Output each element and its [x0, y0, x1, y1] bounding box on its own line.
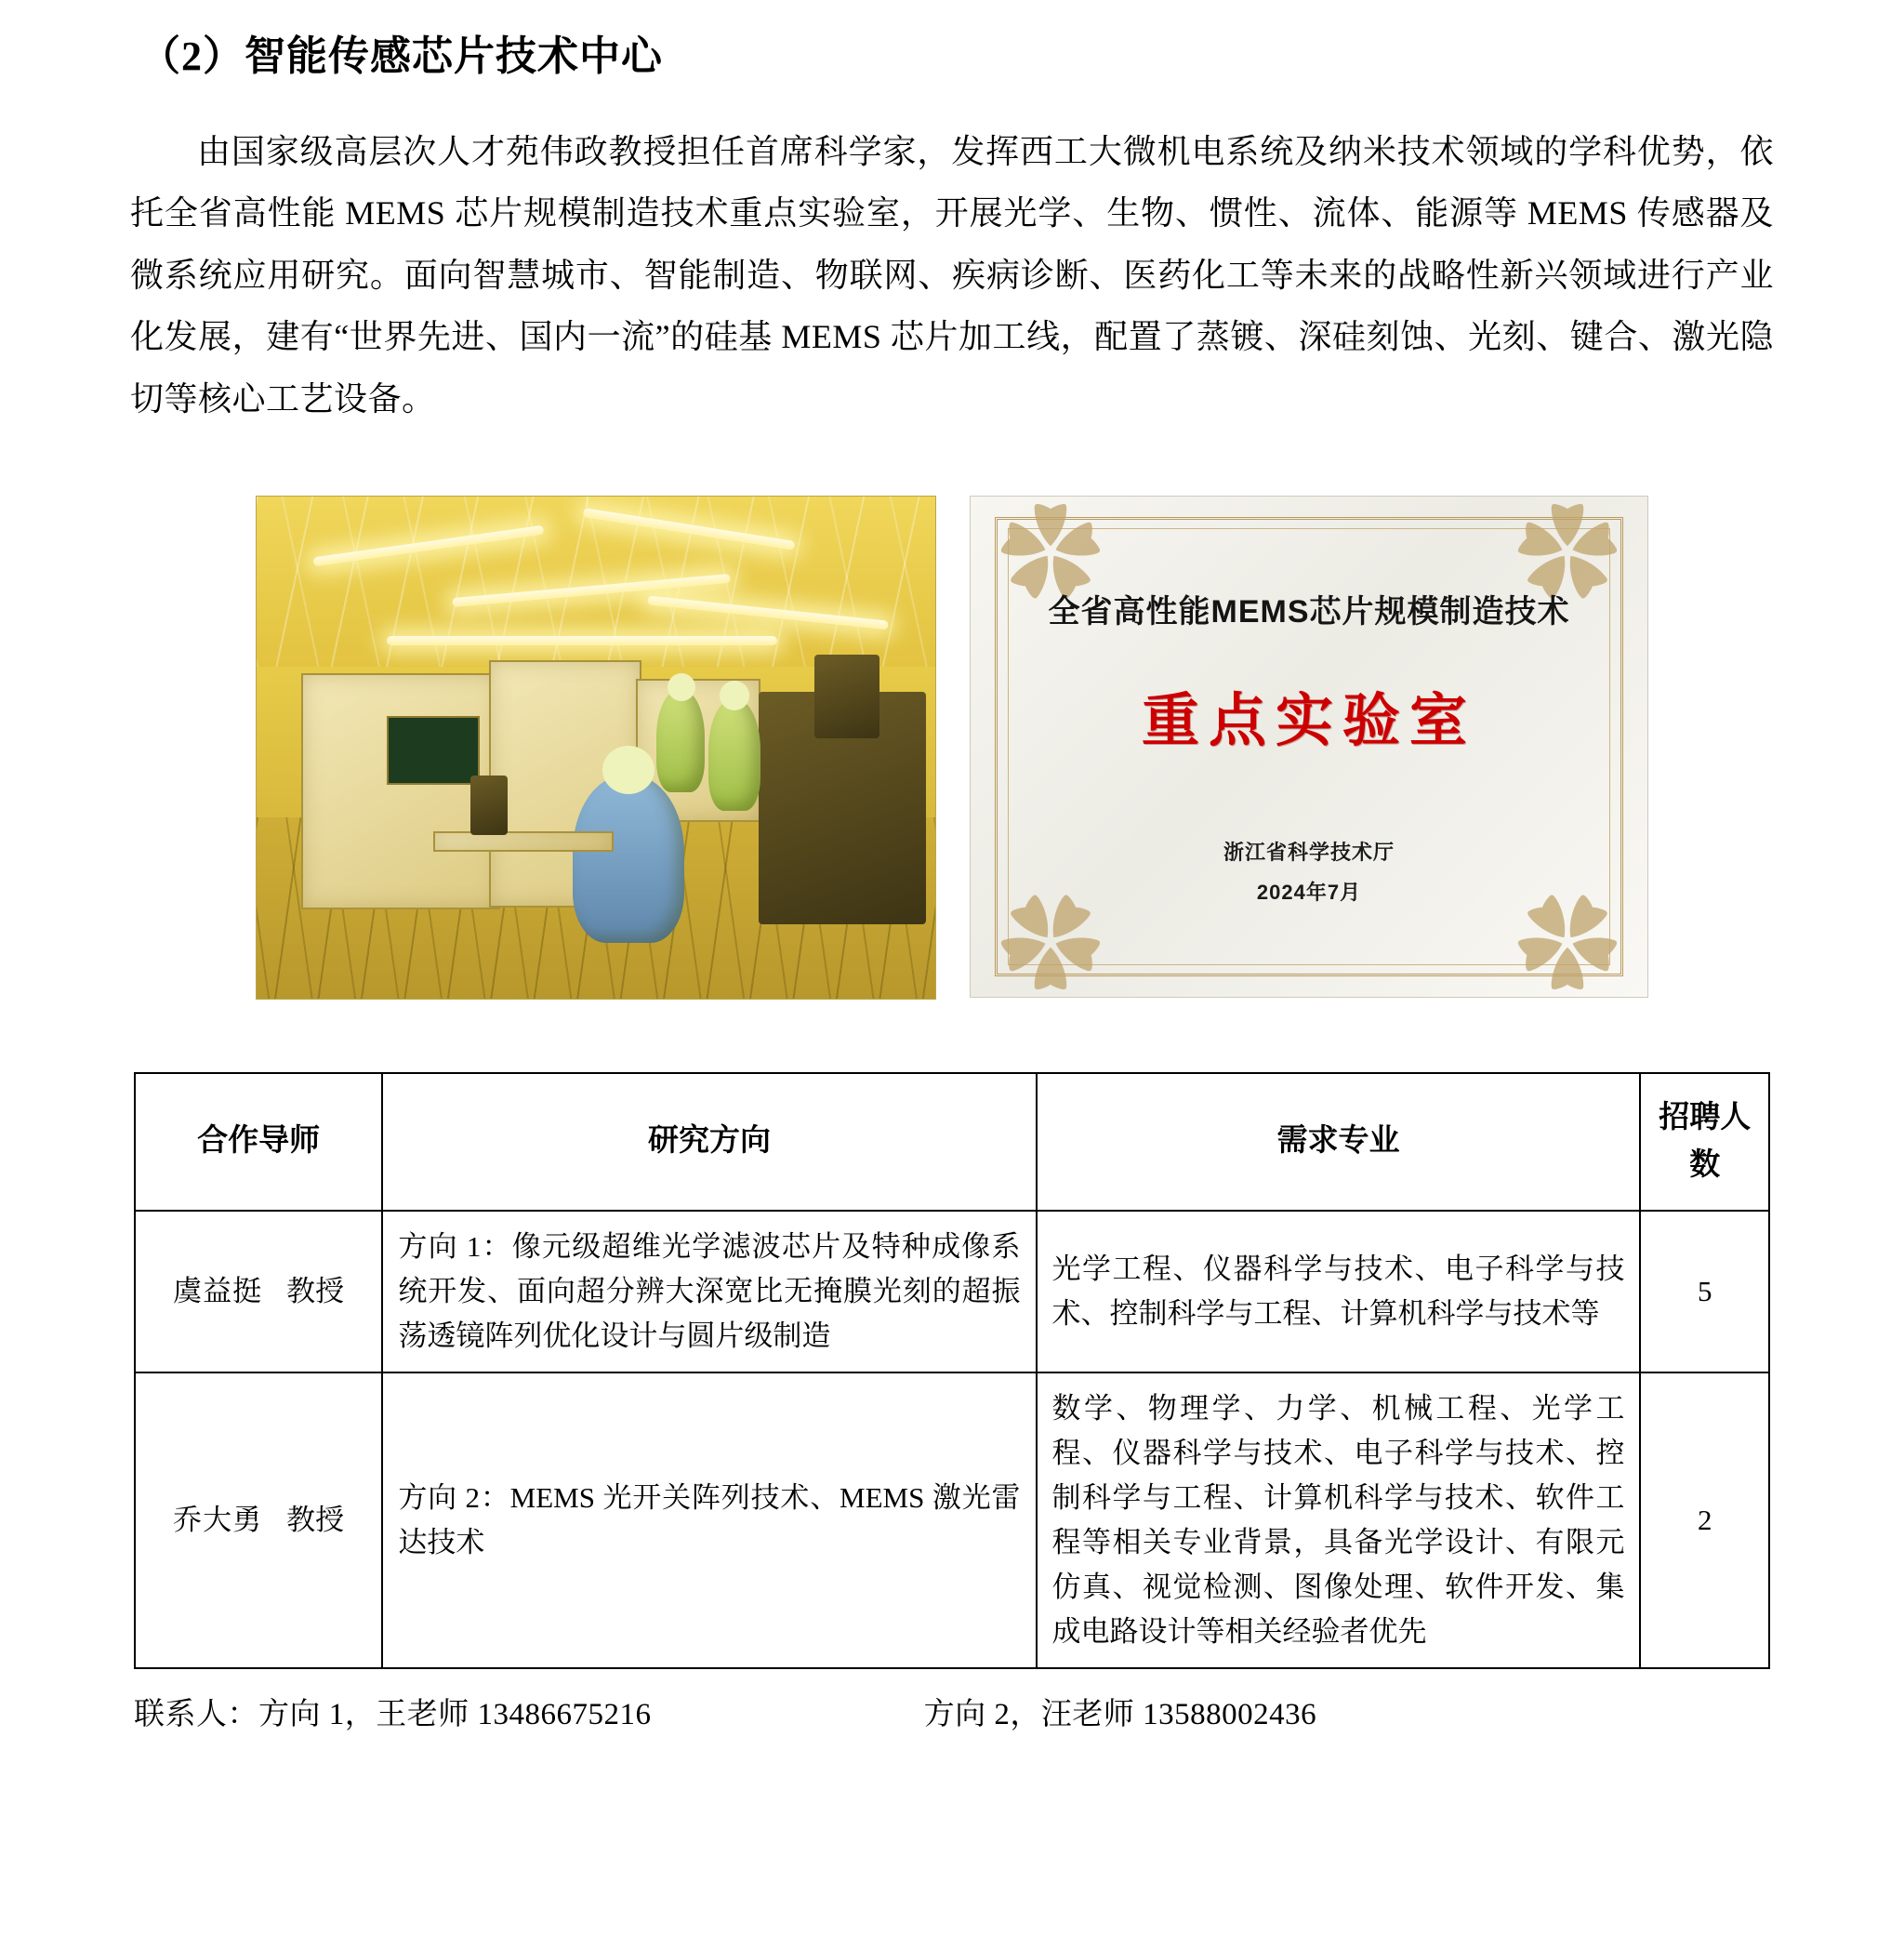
photo-person — [708, 699, 760, 811]
photo-person-head — [668, 673, 695, 701]
photo-microscope — [470, 776, 508, 835]
table-header-mentor: 合作导师 — [135, 1073, 382, 1211]
cell-mentor — [135, 1211, 382, 1372]
table-header-major: 需求专业 — [1037, 1073, 1641, 1211]
cell-direction: 方向 2：MEMS 光开关阵列技术、MEMS 激光雷达技术 — [382, 1372, 1036, 1668]
certificate-main-title: 重点实验室 — [1141, 688, 1476, 753]
cell-major: 数学、物理学、力学、机械工程、光学工程、仪器科学与技术、电子科学与技术、控制科学与工程、计算机科学与技术、软件工程等相关专业背景，具备光学设计、有限元仿真、视觉检测、图像处理、软件开发、集成电路设计等相关经验者优先 — [1037, 1372, 1641, 1668]
recruitment-table — [134, 1072, 1770, 1670]
ornament-icon: ✿ — [999, 498, 1102, 613]
photo-worktable — [433, 831, 614, 852]
photo-equipment-dark — [814, 655, 879, 738]
mentor-title: 教授 — [286, 1504, 345, 1537]
contacts-row — [134, 1690, 1770, 1733]
photo-ceiling-light — [387, 636, 777, 645]
document-page — [0, 28, 1904, 1949]
contact-direction-2: 方向 2，汪老师 13588002436 — [923, 1698, 1317, 1732]
mentor-title: 教授 — [286, 1274, 345, 1307]
table-row — [135, 1211, 1769, 1372]
certificate-text-block — [971, 586, 1647, 906]
photo-person-head — [720, 681, 749, 710]
cell-count: 2 — [1640, 1372, 1769, 1668]
ornament-icon: ✿ — [1516, 880, 1619, 994]
page-title: （2）智能传感芯片技术中心 — [139, 33, 663, 79]
contact-direction-1: 联系人：方向 1，王老师 13486675216 — [134, 1698, 652, 1732]
certificate-date: 2024年7月 — [1256, 880, 1362, 904]
table-header-row — [135, 1073, 1769, 1211]
cell-mentor — [135, 1372, 382, 1668]
cell-count: 5 — [1640, 1211, 1769, 1372]
certificate-issuer: 浙江省科学技术厅 — [1223, 840, 1395, 864]
cleanroom-photo — [256, 496, 936, 1000]
ornament-icon: ✿ — [999, 880, 1102, 994]
photo-person-head — [602, 746, 654, 794]
table-row — [135, 1372, 1769, 1668]
cell-direction: 方向 1：像元级超维光学滤波芯片及特种成像系统开发、面向超分辨大深宽比无掩膜光刻的超振荡透镜阵列优化设计与圆片级制造 — [382, 1211, 1036, 1372]
photo-person-seated — [573, 776, 684, 943]
photo-equipment-screen — [387, 716, 480, 785]
cell-major: 光学工程、仪器科学与技术、电子科学与技术、控制科学与工程、计算机科学与技术等 — [1037, 1211, 1641, 1372]
figure-row — [112, 496, 1792, 1000]
certificate-lab-full-name: 全省高性能MEMS芯片规模制造技术 — [1048, 593, 1570, 630]
section-paragraph: 由国家级高层次人才苑伟政教授担任首席科学家，发挥西工大微机电系统及纳米技术领域的学科优势，依托全省高性能 MEMS 芯片规模制造技术重点实验室，开展光学、生物、惯性、流体、能源等 MEMS 传感器及微系统应用研究。面向智慧城市、智能制造、物联网、疾病诊断、医药化工等未来的战略性新兴领域进行产业化发展，建有“世界先进、国内一流”的硅基 MEMS 芯片加工线，配置了蒸镀、深硅刻蚀、光刻、键合、激光隐切等核心工艺设备。 — [130, 132, 1774, 418]
table-header-direction: 研究方向 — [382, 1073, 1036, 1211]
certificate-plaque — [970, 496, 1648, 998]
mentor-name: 乔大勇 — [173, 1504, 263, 1537]
mentor-name: 虞益挺 — [173, 1274, 263, 1307]
table-header-count: 招聘人数 — [1640, 1073, 1769, 1211]
ornament-icon: ✿ — [1516, 498, 1619, 613]
photo-person — [656, 690, 705, 792]
